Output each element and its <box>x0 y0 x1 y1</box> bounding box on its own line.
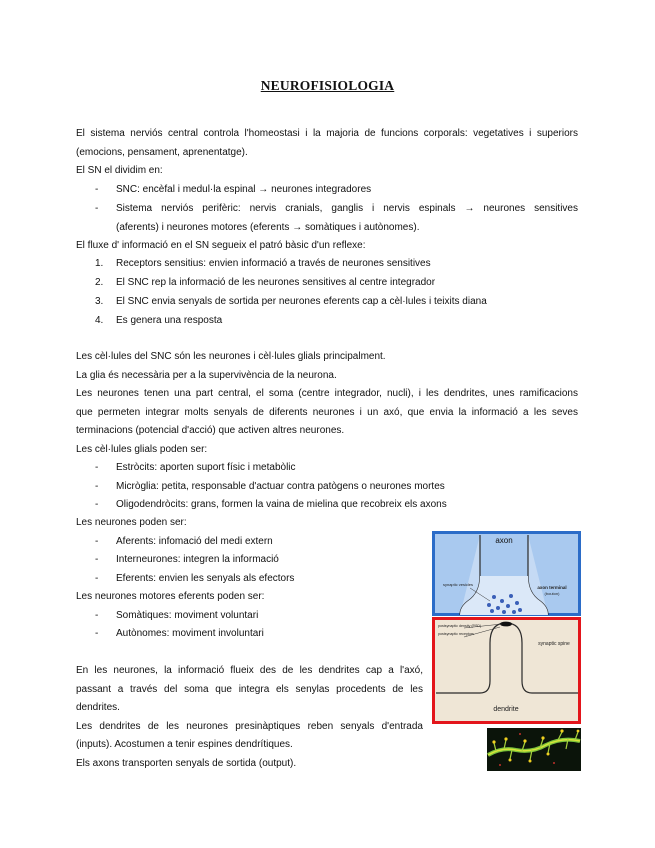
sn-item-snp: Sistema nerviós perifèric: nervis cranials, ganglis i nervis espinals → neurones sensitives <box>116 203 578 214</box>
dendrite-micrograph <box>487 728 581 771</box>
glial-intro: Les cèl·lules glials poden ser: <box>76 444 208 455</box>
flow-line-6: Els axons transporten senyals de sortida (output). <box>76 758 297 769</box>
glial-item-2: Micròglia: petita, responsable d'actuar contra patògens o neurones mortes <box>116 481 445 492</box>
motor-intro: Les neurones motores eferents poden ser: <box>76 591 265 602</box>
flow-line-4: Les dendrites de les neurones presinàptiques reben senyals d'entrada <box>76 721 423 732</box>
flux-num-2: 2. <box>95 277 104 288</box>
flux-item-4: Es genera una resposta <box>116 315 223 326</box>
cells-line-4: que permeten integrar molts senyals de diferents neurones i un axó, que envia la informació a les seves <box>76 407 578 418</box>
dendrite-label: dendrite <box>493 706 519 713</box>
bullet-dash: - <box>95 203 99 214</box>
bullet-dash: - <box>95 499 99 510</box>
psd-label: postsynaptic density (PSD) <box>438 624 482 628</box>
motor-item-2: Autònomes: moviment involuntari <box>116 628 264 639</box>
cells-line-5: terminacions (potencial d'acció) que activen altres neurones. <box>76 425 345 436</box>
bullet-dash: - <box>95 554 99 565</box>
neuron-item-1: Aferents: infomació del medi extern <box>116 536 273 547</box>
flow-line-5: (inputs). Acostumen a tenir espines dendrítiques. <box>76 739 293 750</box>
bullet-dash: - <box>95 610 99 621</box>
axon-label: axon <box>495 536 513 545</box>
cells-line-3: Les neurones tenen una part central, el soma (centre integrador, nucli), i les dendrites, unes ramificacions <box>76 388 578 399</box>
page-title: NEUROFISIOLOGIA <box>260 78 395 93</box>
sn-item-snc: SNC: encèfal i medul·la espinal → neurones integradores <box>116 184 372 195</box>
bullet-dash: - <box>95 573 99 584</box>
bullet-dash: - <box>95 462 99 473</box>
terminal-label: axon terminal <box>537 585 567 590</box>
intro-line-2: (emocions, pensament, aprenentatge). <box>76 147 248 158</box>
neuron-item-2: Interneurones: integren la informació <box>116 554 279 565</box>
bullet-dash: - <box>95 481 99 492</box>
flux-item-3: El SNC envia senyals de sortida per neurones eferents cap a cèl·lules i teixits diana <box>116 296 487 307</box>
cells-line-1: Les cèl·lules del SNC són les neurones i cèl·lules glials principalment. <box>76 351 386 362</box>
spine-label: synaptic spine <box>538 641 570 647</box>
bullet-dash: - <box>95 536 99 547</box>
intro-line-1: El sistema nerviós central controla l'homeostasi i la majoria de funcions corporals: vegetatives i superiors <box>76 128 578 139</box>
sn-item-snp-cont: (aferents) i neurones motores (eferents → somàtiques i autònomes). <box>116 222 420 233</box>
flux-num-4: 4. <box>95 315 104 326</box>
glial-item-3: Oligodendròcits: grans, formen la vaina de mielina que recobreix els axons <box>116 499 447 510</box>
flow-line-3: dendrites. <box>76 702 120 713</box>
flux-item-1: Receptors sensitius: envien informació a través de neurones sensitives <box>116 258 431 269</box>
vesicle-label: synaptic vesicles <box>442 582 474 587</box>
flow-line-2: passant a través del soma que integra els senylas procedents de les <box>76 684 423 695</box>
flux-num-3: 3. <box>95 296 104 307</box>
receptor-label: postsynaptic receptors <box>438 632 474 636</box>
sn-intro: El SN el dividim en: <box>76 165 163 176</box>
flow-line-1: En les neurones, la informació flueix des de les dendrites cap a l'axó, <box>76 665 423 676</box>
motor-item-1: Somàtiques: moviment voluntari <box>116 610 259 621</box>
neuron-intro: Les neurones poden ser: <box>76 517 187 528</box>
synapse-figure <box>432 531 581 771</box>
cells-line-2: La glia és necessària per a la supervivència de la neurona. <box>76 370 337 381</box>
glial-item-1: Estròcits: aporten suport físic i metabòlic <box>116 462 296 473</box>
terminal-sub-label: (bouton) <box>544 591 560 596</box>
flux-num-1: 1. <box>95 258 104 269</box>
flux-item-2: El SNC rep la informació de les neurones sensitives al centre integrador <box>116 277 436 288</box>
neuron-item-3: Eferents: envien les senyals als efectors <box>116 573 295 584</box>
bullet-dash: - <box>95 184 99 195</box>
bullet-dash: - <box>95 628 99 639</box>
flux-intro: El fluxe d' informació en el SN segueix el patró bàsic d'un reflexe: <box>76 240 366 251</box>
